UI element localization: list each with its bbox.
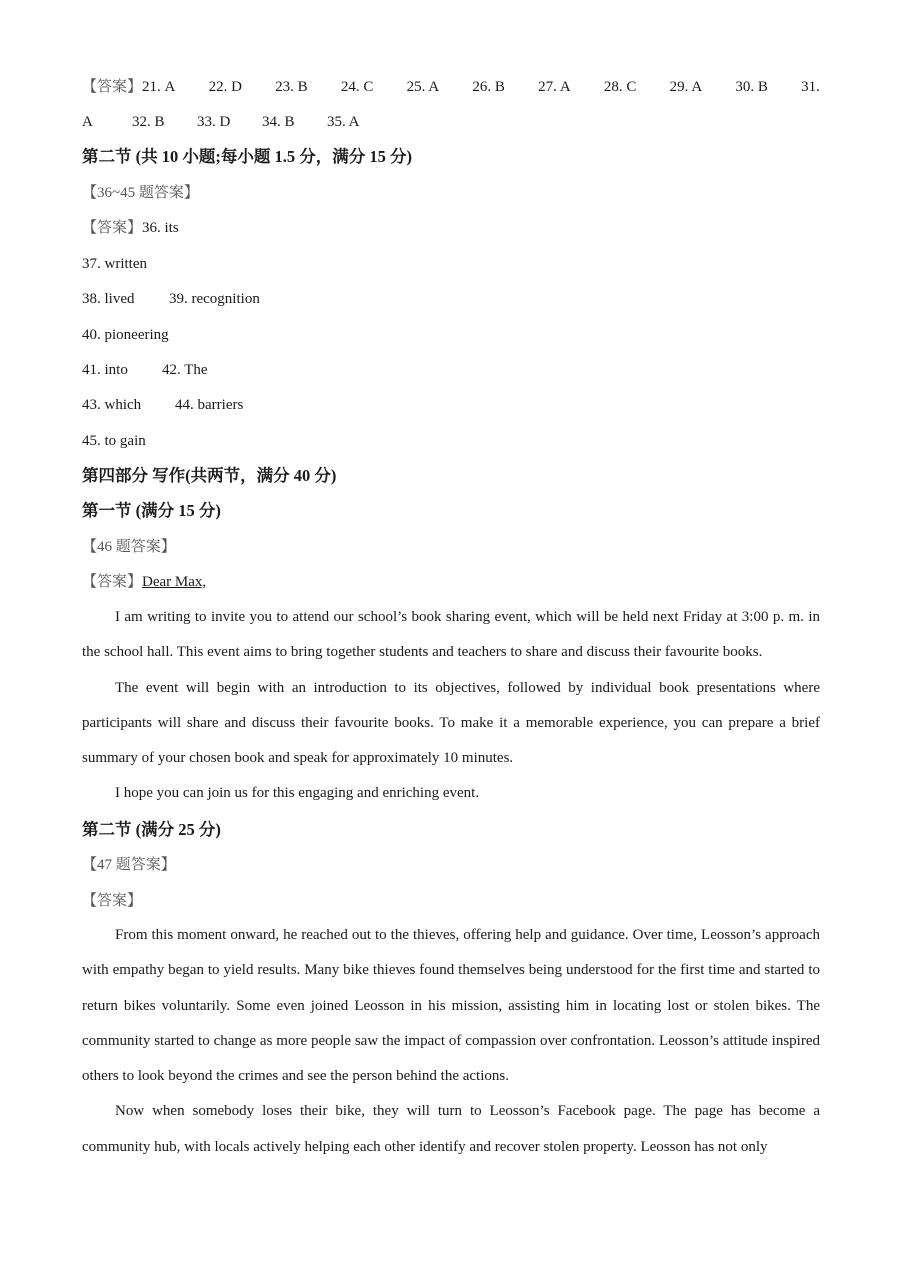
answer-43-44-line	[82, 395, 243, 415]
letter-paragraph-2: The event will begin with an introduction to its objectives, followed by individual book presentations where participants will share and discuss their favourite books. To make it a memorable experience, you can prepare a brief summary of your chosen book and speak for approximately 10 minutes.	[82, 679, 820, 767]
answer-40: 40. pioneering	[82, 327, 169, 343]
answer-38-39-line	[82, 289, 260, 309]
part-4-heading: 第四部分 写作(共两节，满分 40 分)	[82, 466, 337, 485]
answer-39: 39. recognition	[169, 291, 260, 307]
story-paragraph-1: From this moment onward, he reached out to the thieves, offering help and guidance. Over time, Leosson’s approach with empathy began to yield results. Many bike thieves found themselves being understood for the first time and started to return bikes voluntarily. Some even joined Leosson in his mission, assisting him in locating lost or stolen bikes. The community started to change as more people saw the impact of compassion over confrontation. Leosson’s attitude inspired others to look beyond the crimes and see the person behind the actions.	[82, 927, 820, 1085]
q36-45-label: 【36~45 题答案】	[82, 185, 199, 201]
section-1-heading: 第一节 (满分 15 分)	[82, 501, 221, 520]
mcq-answer-25: 25. A	[406, 79, 440, 95]
answer-42: 42. The	[162, 362, 208, 378]
mcq-answer-28: 28. C	[603, 79, 637, 95]
mcq-answer-text: 21. A	[142, 79, 176, 95]
letter-salutation: Dear Max,	[142, 574, 207, 590]
mcq-answer-34: 34. B	[262, 114, 295, 130]
q47-label: 【47 题答案】	[82, 857, 176, 873]
mcq-answer-32: 32. B	[132, 114, 165, 130]
letter-body	[82, 600, 820, 812]
mcq-answer-30: 30. B	[735, 79, 768, 95]
answer-36-line	[82, 218, 179, 238]
q46-label: 【46 题答案】	[82, 539, 176, 555]
mcq-answer-29: 29. A	[669, 79, 703, 95]
story-paragraph-2: Now when somebody loses their bike, they will turn to Leosson’s Facebook page. The page has become a community hub, with locals actively helping each other identify and recover stolen property. Leosson has not only	[82, 1103, 820, 1155]
q47-answer-tag: 【答案】	[82, 893, 143, 909]
mcq-answer-22: 22. D	[208, 79, 242, 95]
answer-44: 44. barriers	[175, 397, 244, 413]
answer-tag: 【答案】	[82, 220, 143, 236]
mcq-answer-31-value: A	[82, 114, 93, 130]
answer-37: 37. written	[82, 256, 147, 272]
mcq-answer-35: 35. A	[327, 114, 360, 130]
mcq-answer-33: 33. D	[197, 114, 231, 130]
letter-paragraph-1: I am writing to invite you to attend our school’s book sharing event, which will be held next Friday at 3:00 p. m. in the school hall. This event aims to bring together students and teachers to share and discuss their favourite books.	[82, 609, 820, 661]
answer-45: 45. to gain	[82, 433, 146, 449]
q46-answer-line	[82, 572, 206, 592]
story-continuation	[82, 918, 820, 1165]
answer-38: 38. lived	[82, 291, 135, 307]
answer-36: 36. its	[142, 220, 179, 236]
mcq-answer-26: 26. B	[472, 79, 505, 95]
answer-tag: 【答案】	[82, 79, 143, 95]
letter-paragraph-3: I hope you can join us for this engaging and enriching event.	[115, 785, 480, 802]
answer-43: 43. which	[82, 397, 142, 413]
section-2-writing-heading: 第二节 (满分 25 分)	[82, 820, 221, 839]
mcq-answer-23: 23. B	[275, 79, 308, 95]
mcq-answer-27: 27. A	[538, 79, 571, 95]
answer-41: 41. into	[82, 362, 128, 378]
mcq-answers-row-2	[82, 112, 360, 132]
answer-41-42-line	[82, 360, 208, 380]
section-2-heading: 第二节 (共 10 小题;每小题 1.5 分，满分 15 分)	[82, 147, 412, 166]
mcq-answers-row-1	[82, 77, 820, 97]
mcq-answer-31: 31.	[801, 79, 820, 95]
mcq-answer-21	[82, 77, 175, 97]
answer-tag: 【答案】	[82, 574, 143, 590]
mcq-answer-24: 24. C	[340, 79, 374, 95]
